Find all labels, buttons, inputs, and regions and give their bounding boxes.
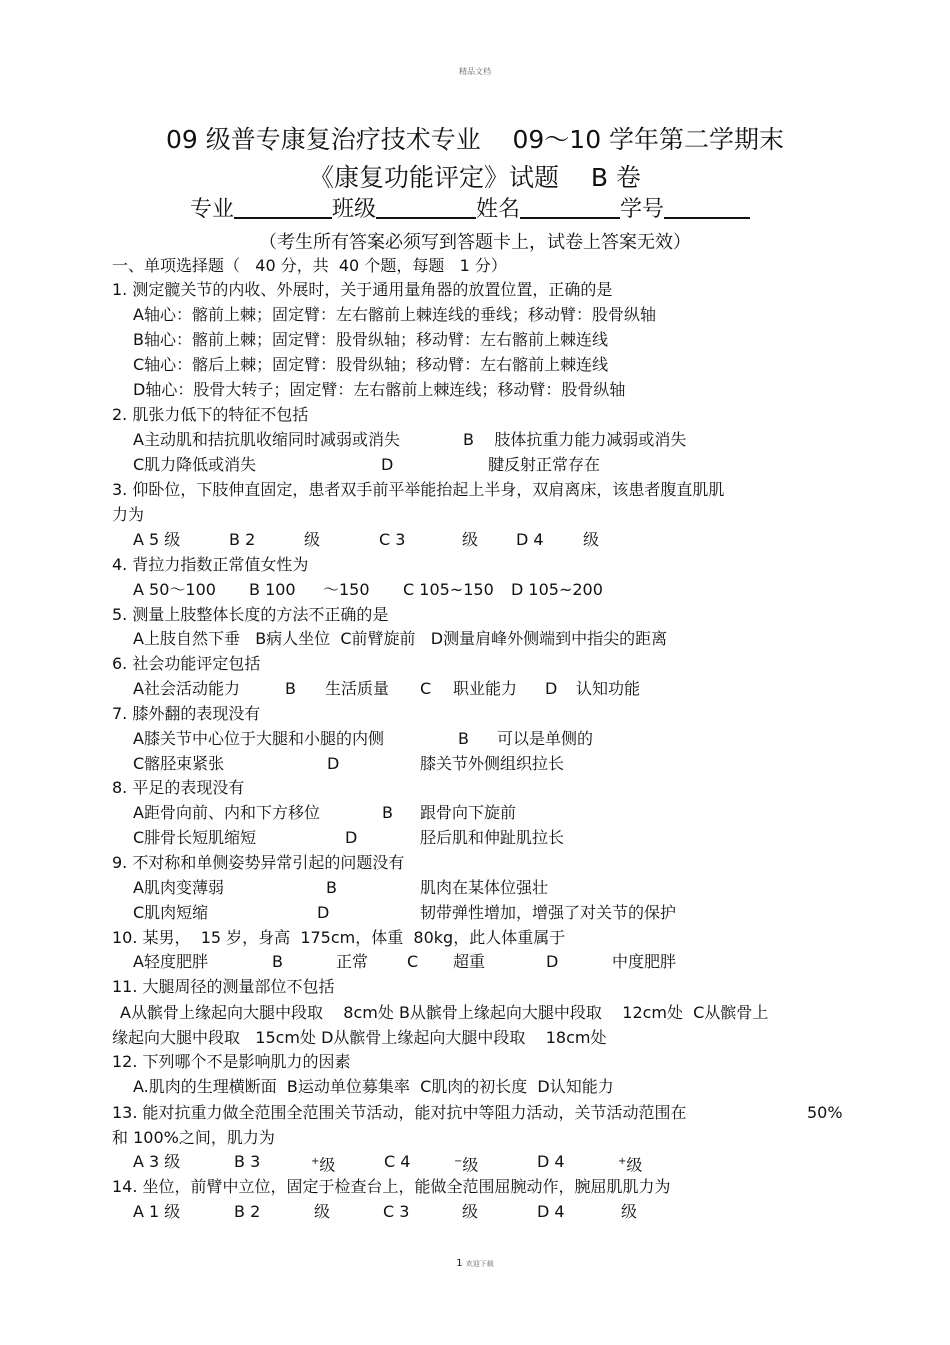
question-13: 13. 能对抗重力做全范围全范围关节活动，能对抗中等阻力活动，关节活动范围在 xyxy=(112,1103,687,1122)
q3-option-b-unit: 级 xyxy=(304,530,321,549)
q9-option-c: C肌肉短缩 xyxy=(133,903,209,922)
question-11: 11. 大腿周径的测量部位不包括 xyxy=(112,977,335,996)
q14-option-c-unit: 级 xyxy=(462,1202,479,1221)
q2-option-b: B 肢体抗重力能力减弱或消失 xyxy=(463,430,687,449)
q6-option-c: C xyxy=(420,679,432,698)
question-13-percent: 50% xyxy=(807,1103,843,1122)
q13-option-d-unit-text: 级 xyxy=(626,1155,643,1175)
q13-option-b: B 3 xyxy=(234,1152,261,1171)
student-info-fields xyxy=(190,192,750,223)
q13-options xyxy=(0,1152,950,1175)
q4-option-b-range: ～150 xyxy=(323,580,370,599)
q3-option-a: A 5 级 xyxy=(133,530,181,549)
class-label: 班级 xyxy=(332,197,377,222)
q13-option-c-unit xyxy=(454,1152,478,1175)
q14-options xyxy=(0,1202,950,1222)
q7-option-a: A膝关节中心位于大腿和小腿的内侧 xyxy=(133,729,384,748)
q13-option-c: C 4 xyxy=(384,1152,411,1171)
exam-title: 09 级普专康复治疗技术专业 09～10 学年第二学期末 xyxy=(165,125,785,154)
q13-option-d-sup: + xyxy=(618,1156,627,1167)
question-3-cont: 力为 xyxy=(112,505,145,524)
q11-options-line1: A从髌骨上缘起向大腿中段取 8cm处 B从髌骨上缘起向大腿中段取 12cm处 C从髌骨上 xyxy=(120,1003,769,1022)
q1-option-c: C轴心：髂后上棘；固定臂：股骨纵轴；移动臂：左右髂前上棘连线 xyxy=(133,355,609,374)
q14-option-d-unit: 级 xyxy=(621,1202,638,1221)
q7-option-d-text: 膝关节外侧组织拉长 xyxy=(420,754,565,773)
q3-option-d: D 4 xyxy=(516,530,544,549)
name-blank[interactable] xyxy=(520,195,620,219)
q6-option-c-text: 职业能力 xyxy=(453,679,518,698)
question-3: 3. 仰卧位，下肢伸直固定，患者双手前平举能抬起上半身，双肩离床，该患者腹直肌肌 xyxy=(112,480,725,499)
q3-option-b: B 2 xyxy=(229,530,256,549)
q6-option-d: D xyxy=(545,679,558,698)
question-13-cont: 和 100%之间，肌力为 xyxy=(112,1128,275,1147)
q13-option-b-unit xyxy=(311,1152,335,1175)
q10-option-d: D xyxy=(546,952,559,971)
q10-option-c: C xyxy=(407,952,419,971)
q13-option-b-unit-text: 级 xyxy=(319,1155,336,1175)
q2-option-d-text: 腱反射正常存在 xyxy=(488,455,601,474)
q8-option-d: D xyxy=(345,828,358,847)
question-6: 6. 社会功能评定包括 xyxy=(112,654,261,673)
page-footer xyxy=(0,1258,950,1269)
q4-option-a: A 50～100 xyxy=(133,580,216,599)
q3-option-c: C 3 xyxy=(379,530,406,549)
section-heading: 一、单项选择题（ 40 分，共 40 个题，每题 1 分） xyxy=(112,256,507,275)
q2-option-c: C肌力降低或消失 xyxy=(133,455,257,474)
q12-options: A.肌肉的生理横断面 B运动单位募集率 C肌肉的初长度 D认知能力 xyxy=(133,1077,614,1096)
q14-option-c: C 3 xyxy=(383,1202,410,1221)
q14-option-a: A 1 级 xyxy=(133,1202,181,1221)
q7-option-b: B xyxy=(458,729,469,748)
exam-notice: （考生所有答案必须写到答题卡上，试卷上答案无效） xyxy=(259,232,691,253)
q13-option-c-sup: − xyxy=(454,1156,463,1167)
question-2: 2. 肌张力低下的特征不包括 xyxy=(112,405,309,424)
q2-option-a: A主动肌和拮抗肌收缩同时减弱或消失 xyxy=(133,430,400,449)
page-number: 1 xyxy=(456,1258,463,1269)
q13-option-d: D 4 xyxy=(537,1152,565,1171)
q6-option-b-text: 生活质量 xyxy=(325,679,390,698)
q10-option-c-text: 超重 xyxy=(453,952,486,971)
q14-option-b: B 2 xyxy=(234,1202,261,1221)
q8-option-d-text: 胫后肌和伸趾肌拉长 xyxy=(420,828,565,847)
q8-option-b: B xyxy=(382,803,393,822)
exam-subtitle: 《康复功能评定》试题 B 卷 xyxy=(309,163,641,192)
q10-options xyxy=(0,952,950,972)
question-4: 4. 背拉力指数正常值女性为 xyxy=(112,555,309,574)
q9-option-b: B xyxy=(326,878,337,897)
major-blank[interactable] xyxy=(234,195,332,219)
page-header: 精品文档 xyxy=(459,67,491,76)
q3-option-d-unit: 级 xyxy=(583,530,600,549)
q10-option-d-text: 中度肥胖 xyxy=(612,952,677,971)
question-10: 10. 某男， 15 岁，身高 175cm，体重 80kg，此人体重属于 xyxy=(112,928,566,947)
q13-option-d-unit xyxy=(618,1152,642,1175)
q6-option-a: A社会活动能力 xyxy=(133,679,240,698)
q9-option-a: A肌肉变薄弱 xyxy=(133,878,224,897)
q10-option-b-text: 正常 xyxy=(336,952,369,971)
question-12: 12. 下列哪个不是影响肌力的因素 xyxy=(112,1052,351,1071)
q1-option-d: D轴心：股骨大转子；固定臂：左右髂前上棘连线；移动臂：股骨纵轴 xyxy=(133,380,626,399)
q14-option-d: D 4 xyxy=(537,1202,565,1221)
q10-option-b: B xyxy=(272,952,283,971)
q7-option-b-text: 可以是单侧的 xyxy=(497,729,594,748)
q4-options xyxy=(0,580,950,600)
question-14: 14. 坐位，前臂中立位，固定于检查台上，能做全范围屈腕动作，腕屈肌肌力为 xyxy=(112,1177,671,1196)
q9-option-d: D xyxy=(317,903,330,922)
q4-option-b: B 100 xyxy=(249,580,296,599)
q1-option-b: B轴心：髂前上棘；固定臂：股骨纵轴；移动臂：左右髂前上棘连线 xyxy=(133,330,608,349)
question-1: 1. 测定髋关节的内收、外展时，关于通用量角器的放置位置，正确的是 xyxy=(112,280,613,299)
q13-option-c-unit-text: 级 xyxy=(462,1155,479,1175)
q10-option-a: A轻度肥胖 xyxy=(133,952,208,971)
q6-option-d-text: 认知功能 xyxy=(576,679,641,698)
q8-option-c: C腓骨长短肌缩短 xyxy=(133,828,257,847)
question-9: 9. 不对称和单侧姿势异常引起的问题没有 xyxy=(112,853,405,872)
q8-option-a: A距骨向前、内和下方移位 xyxy=(133,803,320,822)
q3-options xyxy=(0,530,950,550)
q11-options-line2: 缘起向大腿中段取 15cm处 D从髌骨上缘起向大腿中段取 18cm处 xyxy=(112,1028,607,1047)
question-8: 8. 平足的表现没有 xyxy=(112,778,245,797)
footer-text: 欢迎下载 xyxy=(465,1260,494,1268)
q9-option-b-text: 肌肉在某体位强壮 xyxy=(420,878,549,897)
class-blank[interactable] xyxy=(376,195,476,219)
q6-option-b: B xyxy=(285,679,296,698)
q14-option-b-unit: 级 xyxy=(314,1202,331,1221)
q2-option-d: D xyxy=(381,455,394,474)
q6-options xyxy=(0,679,950,699)
name-label: 姓名 xyxy=(476,197,521,222)
q7-option-d: D xyxy=(327,754,340,773)
q7-option-c: C髂胫束紧张 xyxy=(133,754,225,773)
q9-option-d-text: 韧带弹性增加，增强了对关节的保护 xyxy=(420,903,677,922)
id-blank[interactable] xyxy=(664,195,750,219)
major-label: 专业 xyxy=(190,197,235,222)
question-7: 7. 膝外翻的表现没有 xyxy=(112,704,261,723)
q13-option-a: A 3 级 xyxy=(133,1152,181,1171)
q4-option-c: C 105~150 xyxy=(403,580,494,599)
question-5: 5. 测量上肢整体长度的方法不正确的是 xyxy=(112,605,389,624)
q13-option-b-sup: + xyxy=(311,1156,320,1167)
q4-option-d: D 105~200 xyxy=(511,580,603,599)
q8-option-b-text: 跟骨向下旋前 xyxy=(420,803,517,822)
id-label: 学号 xyxy=(620,197,665,222)
q5-options: A上肢自然下垂 B病人坐位 C前臂旋前 D测量肩峰外侧端到中指尖的距离 xyxy=(133,629,668,648)
q3-option-c-unit: 级 xyxy=(462,530,479,549)
q1-option-a: A轴心：髂前上棘；固定臂：左右髂前上棘连线的垂线；移动臂：股骨纵轴 xyxy=(133,305,656,324)
